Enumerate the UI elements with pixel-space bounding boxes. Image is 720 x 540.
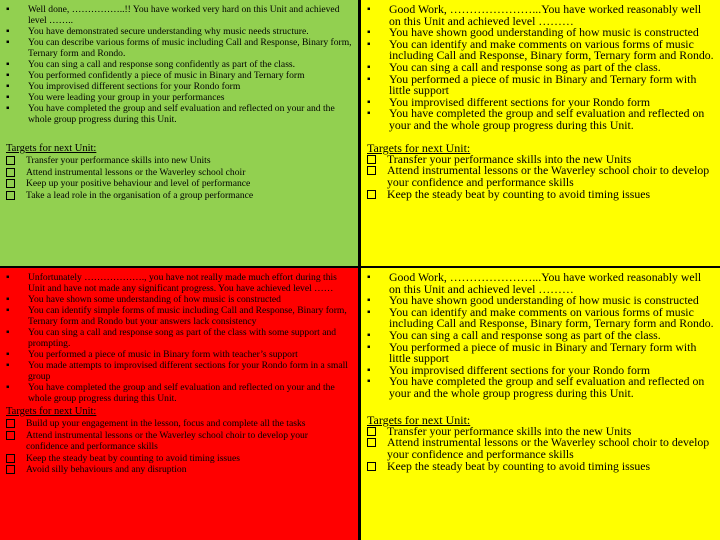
target-item: Keep up your positive behaviour and level of performance (6, 178, 352, 190)
list-item: ▪ You can describe various forms of music including Call and Response, Binary form, Ternary form and Rondo. (6, 37, 352, 59)
checkbox-icon (367, 190, 376, 199)
checkbox-icon (6, 454, 15, 463)
yellow-bottom-bullet-list (367, 272, 714, 400)
green-targets-list (6, 155, 352, 201)
list-item: ▪ You can sing a call and response song confidently as part of the class. (6, 59, 352, 70)
checkbox-icon (6, 156, 15, 165)
checkbox-icon (367, 462, 376, 471)
targets-heading: Targets for next Unit: (367, 412, 471, 427)
list-item: ▪ You can identify and make comments on various forms of music including Call and Response, Binary form, Ternary form and Rondo. (367, 307, 714, 330)
list-item: ▪ You have completed the group and self evaluation and reflected on your and the whole group progress during this Unit. (367, 376, 714, 399)
red-targets-list (6, 418, 352, 476)
yellow-top-targets-list (367, 151, 714, 201)
target-item: Transfer your performance skills into the new Units (367, 426, 714, 438)
checkbox-icon (367, 438, 376, 447)
list-item: ▪ You were leading your group in your performances (6, 92, 352, 103)
list-item: ▪ You have completed the group and self evaluation and reflected on your and the whole group progress during this Unit. (367, 108, 714, 131)
checkbox-icon (367, 166, 376, 175)
red-bullet-list (6, 272, 352, 404)
checkbox-icon (367, 155, 376, 164)
list-item: ▪ You can identify and make comments on various forms of music including Call and Response, Binary form, Ternary form and Rondo. (367, 39, 714, 62)
yellow-feedback-panel-top (361, 0, 720, 266)
list-item: ▪ You can sing a call and response song as part of the class. (367, 62, 714, 74)
target-item: Attend instrumental lessons or the Waverley school choir to develop your confidence and performance skills (367, 165, 714, 188)
target-item: Attend instrumental lessons or the Waverley school choir (6, 167, 352, 179)
list-item: ▪ You performed a piece of music in Binary and Ternary form with little support (367, 74, 714, 97)
target-item: Avoid silly behaviours and any disruption (6, 464, 352, 476)
list-item: ▪ You can identify simple forms of music including Call and Response, Binary form, Ternary form and Rondo but your answers lack consistency (6, 305, 352, 327)
list-item: ▪ You have shown some understanding of how music is constructed (6, 294, 352, 305)
list-item: ▪ You have shown good understanding of how music is constructed (367, 27, 714, 39)
checkbox-icon (6, 191, 15, 200)
targets-heading: Targets for next Unit: (6, 406, 97, 417)
green-feedback-panel (0, 0, 358, 266)
target-item: Build up your engagement in the lesson, focus and complete all the tasks (6, 418, 352, 430)
list-item: ▪ You performed a piece of music in Binary form with teacher’s support (6, 349, 352, 360)
list-item: ▪ Good Work, …………………...You have worked reasonably well on this Unit and achieved level ……… (367, 272, 714, 295)
target-item: Keep the steady beat by counting to avoid timing issues (6, 453, 352, 465)
yellow-feedback-panel-bottom (361, 268, 720, 540)
list-item: ▪ You have completed the group and self evaluation and reflected on your and the whole group progress during this Unit. (6, 382, 352, 404)
list-item: ▪ You improvised different sections for your Rondo form (367, 365, 714, 377)
list-item: ▪ Unfortunately ………………., you have not really made much effort during this Unit and have not made any significant progress. You have achieved level …… (6, 272, 352, 294)
list-item: ▪ Good Work, …………………...You have worked reasonably well on this Unit and achieved level ……… (367, 4, 714, 27)
target-item: Take a lead role in the organisation of a group performance (6, 190, 352, 202)
target-item: Transfer your performance skills into new Units (6, 155, 352, 167)
list-item: ▪ You improvised different sections for your Rondo form (6, 81, 352, 92)
target-item: Transfer your performance skills into the new Units (367, 154, 714, 166)
list-item: ▪ You can sing a call and response song as part of the class with some support and prompting. (6, 327, 352, 349)
target-item: Attend instrumental lessons or the Waverley school choir to develop your confidence and performance skills (367, 437, 714, 460)
list-item: ▪ You have completed the group and self evaluation and reflected on your and the whole group progress during this Unit. (6, 103, 352, 125)
checkbox-icon (367, 427, 376, 436)
checkbox-icon (6, 179, 15, 188)
target-item: Keep the steady beat by counting to avoid timing issues (367, 461, 714, 473)
list-item: ▪ You performed confidently a piece of music in Binary and Ternary form (6, 70, 352, 81)
list-item: ▪ Well done, ……………..!! You have worked very hard on this Unit and achieved level …….. (6, 4, 352, 26)
target-item: Keep the steady beat by counting to avoid timing issues (367, 189, 714, 201)
target-item: Attend instrumental lessons or the Waverley school choir to develop your confidence and performance skills (6, 430, 352, 453)
checkbox-icon (6, 168, 15, 177)
green-bullet-list (6, 4, 352, 125)
checkbox-icon (6, 431, 15, 440)
list-item: ▪ You performed a piece of music in Binary and Ternary form with little support (367, 342, 714, 365)
checkbox-icon (6, 419, 15, 428)
list-item: ▪ You have demonstrated secure understanding why music needs structure. (6, 26, 352, 37)
yellow-bottom-targets-list (367, 423, 714, 473)
targets-heading: Targets for next Unit: (6, 143, 97, 154)
red-feedback-panel (0, 268, 358, 540)
list-item: ▪ You made attempts to improvised different sections for your Rondo form in a small group (6, 360, 352, 382)
list-item: ▪ You can sing a call and response song as part of the class. (367, 330, 714, 342)
checkbox-icon (6, 465, 15, 474)
list-item: ▪ You improvised different sections for your Rondo form (367, 97, 714, 109)
list-item: ▪ You have shown good understanding of how music is constructed (367, 295, 714, 307)
targets-heading: Targets for next Unit: (367, 140, 471, 155)
yellow-top-bullet-list (367, 4, 714, 132)
